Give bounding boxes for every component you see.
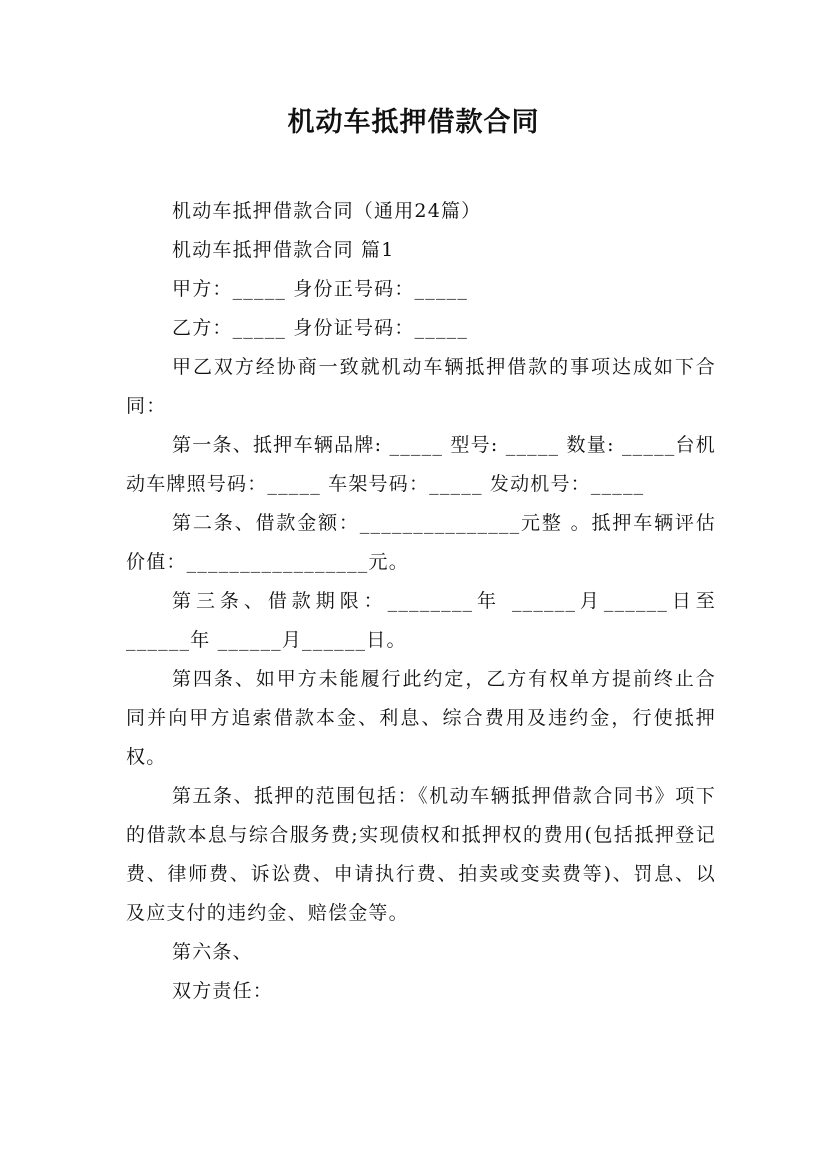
paragraph-article-4: 第四条、如甲方未能履行此约定，乙方有权单方提前终止合同并向甲方追索借款本金、利息、综合费用及违约金，行使抵押权。 <box>126 668 716 768</box>
paragraph-article-3: 第三条、借款期限：________年 ______月______日至______年 ______月______日。 <box>126 590 716 651</box>
paragraph-party-a: 甲方：_____ 身份正号码：_____ <box>172 278 469 300</box>
paragraph-subtitle: 机动车抵押借款合同（通用24篇） <box>172 200 482 222</box>
paragraph-article-6: 第六条、 <box>172 941 253 963</box>
paragraph-article-2: 第二条、借款金额：_______________元整 。抵押车辆评估价值：_________________元。 <box>126 512 716 573</box>
paragraph-responsibilities: 双方责任： <box>172 980 274 1002</box>
document-title: 机动车抵押借款合同 <box>287 107 540 138</box>
document-body <box>126 192 716 1011</box>
paragraph-party-b: 乙方：_____ 身份证号码：_____ <box>172 317 469 339</box>
paragraph-article-5: 第五条、抵押的范围包括：《机动车辆抵押借款合同书》项下的借款本息与综合服务费;实现债权和抵押权的费用(包括抵押登记费、律师费、诉讼费、申请执行费、拍卖或变卖费等)、罚息、以及应支付的违约金、赔偿金等。 <box>126 785 716 924</box>
paragraph-section-heading: 机动车抵押借款合同 篇1 <box>172 239 395 261</box>
paragraph-article-1: 第一条、抵押车辆品牌: _____ 型号: _____ 数量: _____台机动车牌照号码：_____ 车架号码：_____ 发动机号：_____ <box>126 434 716 495</box>
paragraph-intro: 甲乙双方经协商一致就机动车辆抵押借款的事项达成如下合同： <box>126 356 716 417</box>
